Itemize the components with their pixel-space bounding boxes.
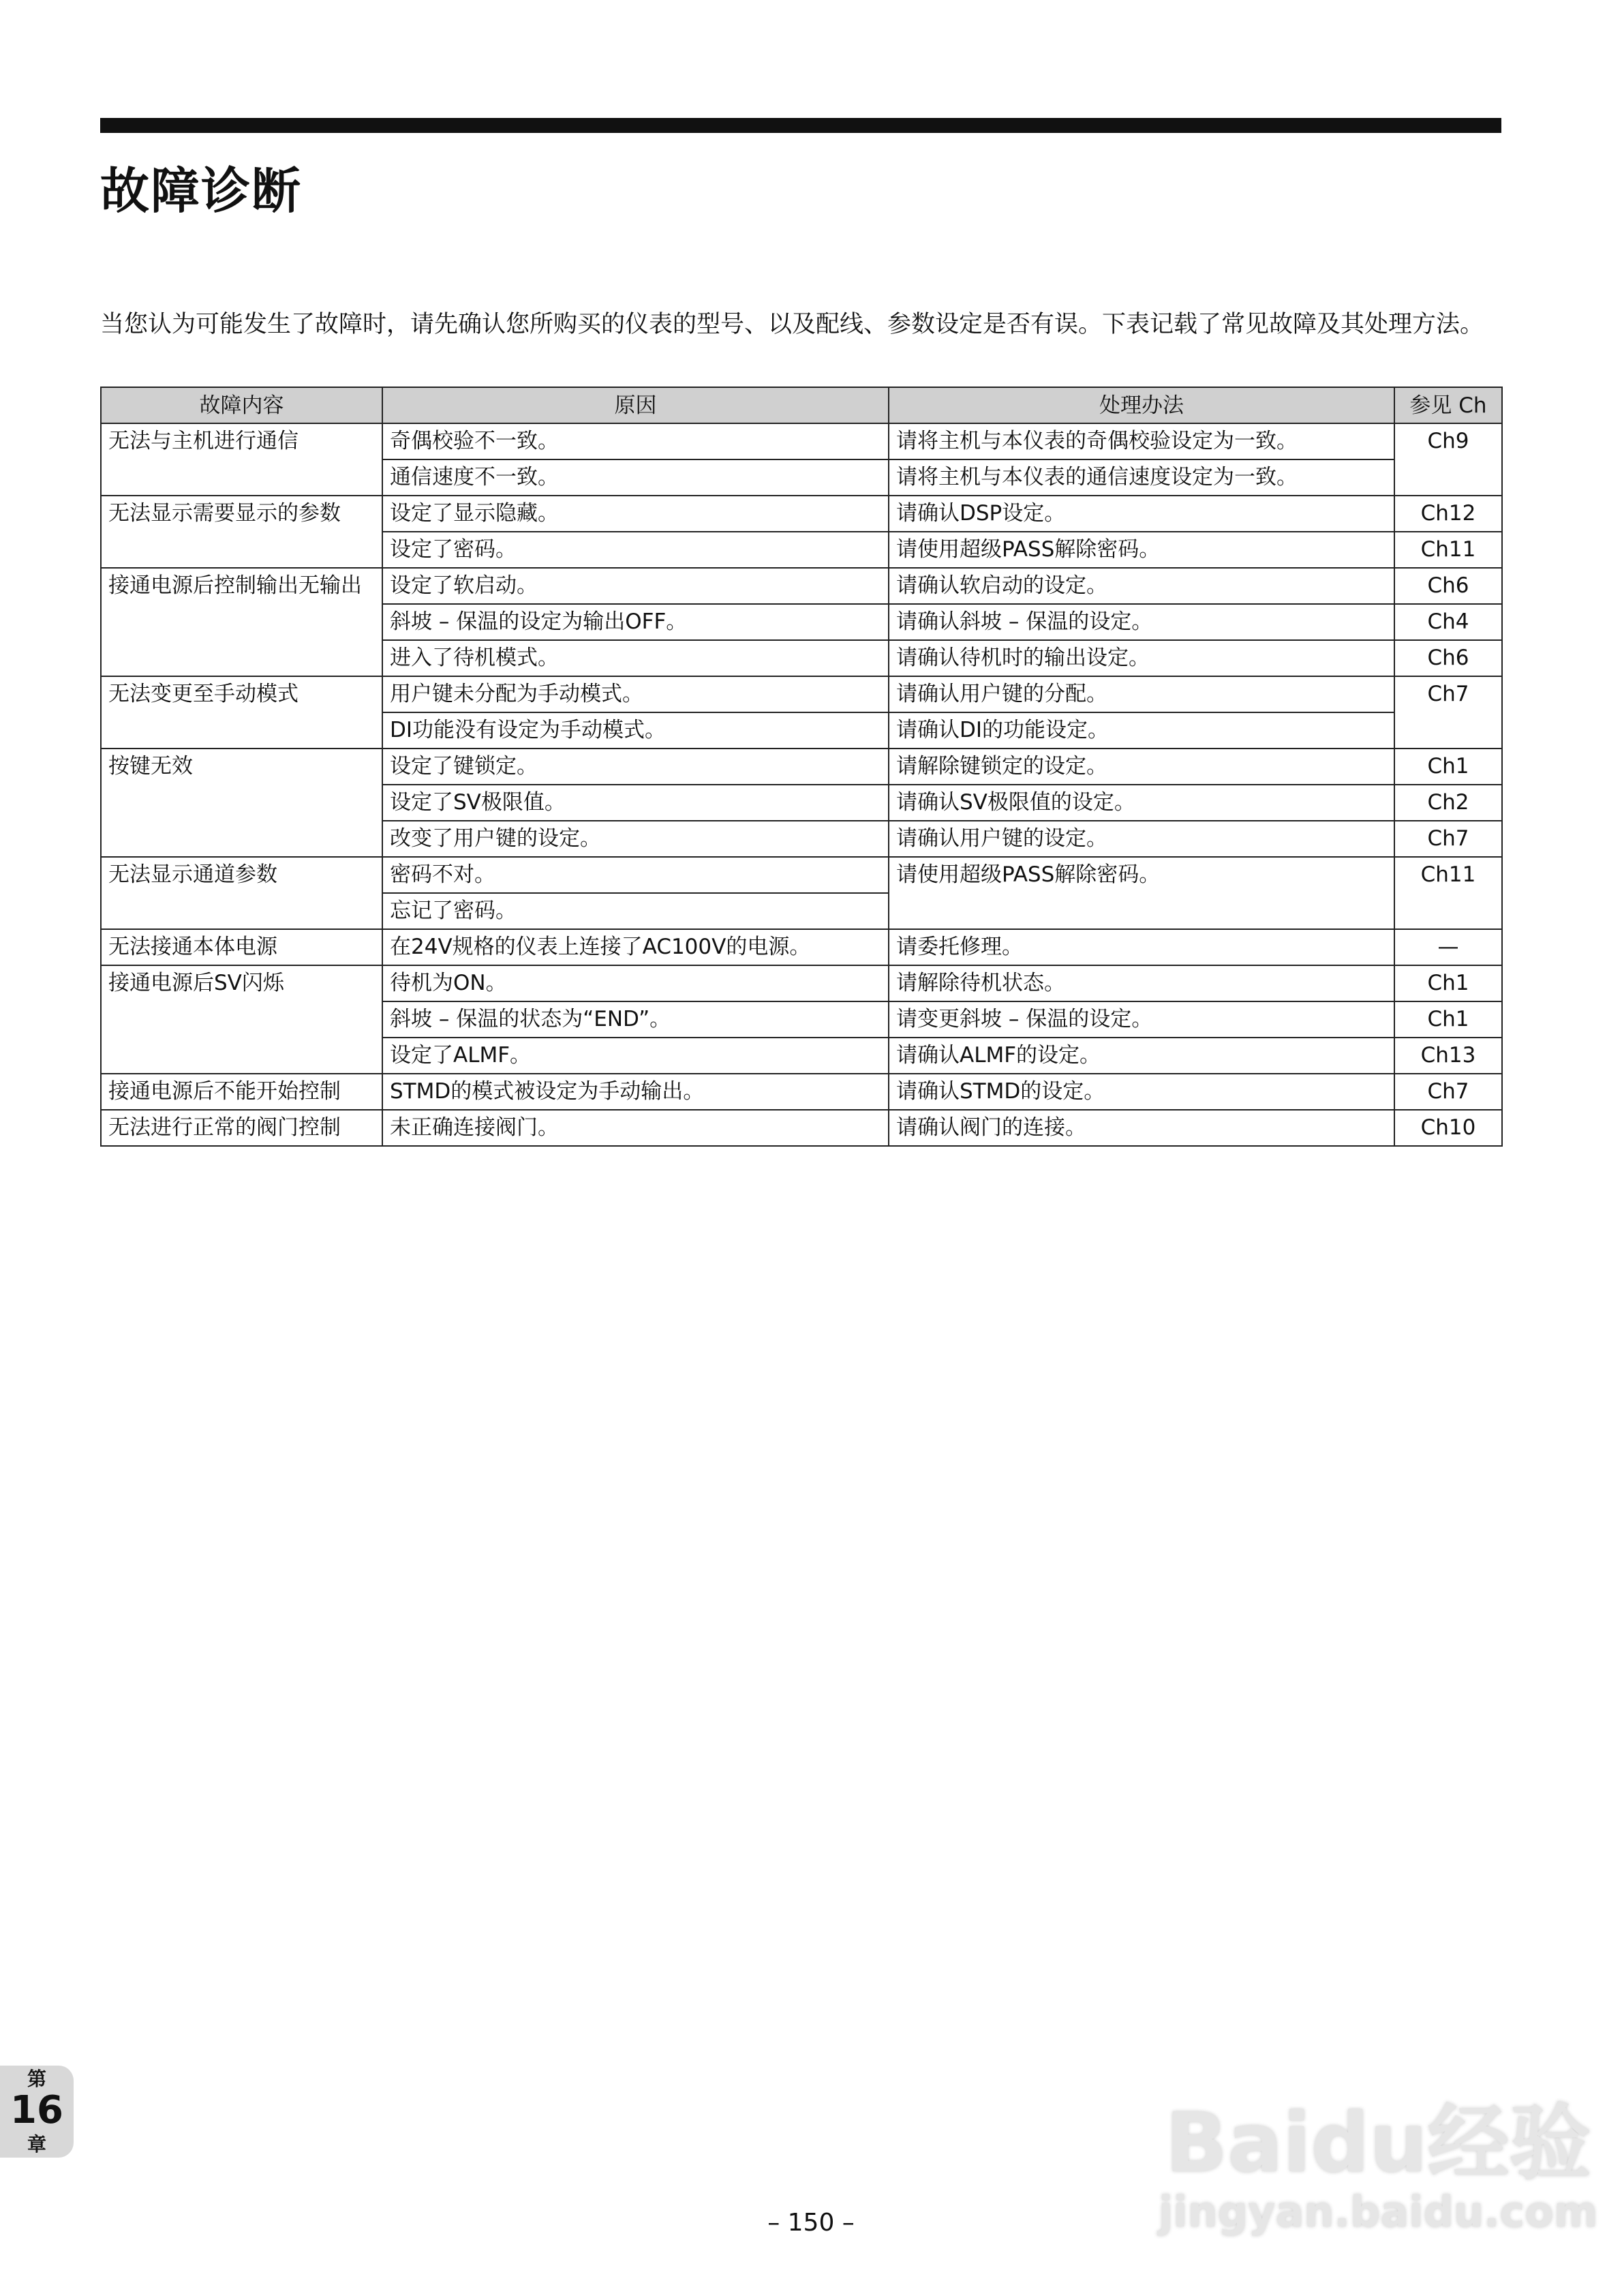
intro-paragraph: 当您认为可能发生了故障时，请先确认您所购买的仪表的型号、以及配线、参数设定是否有误。下表记载了常见故障及其处理方法。	[100, 311, 1484, 338]
reference-cell: Ch6	[1394, 640, 1502, 676]
chapter-prefix: 第	[27, 2068, 46, 2090]
remedy-cell: 请确认SV极限值的设定。	[889, 785, 1394, 821]
cause-cell: 设定了键锁定。	[382, 749, 889, 785]
reference-cell: Ch2	[1394, 785, 1502, 821]
cause-cell: 斜坡 – 保温的设定为输出OFF。	[382, 604, 889, 640]
reference-cell: Ch12	[1394, 496, 1502, 532]
baidu-watermark	[1159, 2096, 1598, 2237]
chapter-suffix: 章	[27, 2133, 46, 2156]
reference-cell: Ch9	[1394, 423, 1502, 496]
table-row	[101, 496, 1502, 532]
fault-cell: 接通电源后控制输出无输出	[101, 568, 382, 676]
cause-cell: 通信速度不一致。	[382, 459, 889, 496]
reference-cell: Ch11	[1394, 532, 1502, 568]
cause-cell: 设定了显示隐藏。	[382, 496, 889, 532]
remedy-cell: 请确认DI的功能设定。	[889, 712, 1394, 749]
table-header-row	[101, 387, 1502, 423]
watermark-logo-text: Baidu经验	[1165, 2096, 1591, 2191]
cause-cell: 改变了用户键的设定。	[382, 821, 889, 857]
fault-cell: 无法显示通道参数	[101, 857, 382, 929]
remedy-cell: 请确认STMD的设定。	[889, 1074, 1394, 1110]
table-row	[101, 676, 1502, 712]
remedy-cell: 请使用超级PASS解除密码。	[889, 857, 1394, 929]
troubleshooting-table	[100, 387, 1503, 1147]
reference-cell: Ch1	[1394, 1001, 1502, 1038]
cause-cell: 忘记了密码。	[382, 893, 889, 929]
cause-cell: 设定了ALMF。	[382, 1038, 889, 1074]
header-cause: 原因	[382, 387, 889, 423]
remedy-cell: 请确认阀门的连接。	[889, 1110, 1394, 1146]
cause-cell: 设定了软启动。	[382, 568, 889, 604]
remedy-cell: 请使用超级PASS解除密码。	[889, 532, 1394, 568]
reference-cell: Ch1	[1394, 749, 1502, 785]
fault-cell: 接通电源后SV闪烁	[101, 965, 382, 1074]
cause-cell: STMD的模式被设定为手动输出。	[382, 1074, 889, 1110]
table-row	[101, 568, 1502, 604]
reference-cell: Ch7	[1394, 821, 1502, 857]
remedy-cell: 请确认DSP设定。	[889, 496, 1394, 532]
watermark-url: jingyan.baidu.com	[1159, 2187, 1598, 2237]
reference-cell: Ch10	[1394, 1110, 1502, 1146]
remedy-cell: 请解除待机状态。	[889, 965, 1394, 1001]
remedy-cell: 请确认用户键的分配。	[889, 676, 1394, 712]
cause-cell: 奇偶校验不一致。	[382, 423, 889, 459]
remedy-cell: 请委托修理。	[889, 929, 1394, 965]
fault-cell: 无法接通本体电源	[101, 929, 382, 965]
header-remedy: 处理办法	[889, 387, 1394, 423]
fault-cell: 按键无效	[101, 749, 382, 857]
cause-cell: 在24V规格的仪表上连接了AC100V的电源。	[382, 929, 889, 965]
remedy-cell: 请解除键锁定的设定。	[889, 749, 1394, 785]
table-row	[101, 423, 1502, 459]
page-title: 故障诊断	[100, 162, 303, 220]
table-row	[101, 1110, 1502, 1146]
title-rule	[100, 118, 1501, 133]
remedy-cell: 请确认待机时的输出设定。	[889, 640, 1394, 676]
table-row	[101, 857, 1502, 893]
fault-cell: 无法与主机进行通信	[101, 423, 382, 496]
cause-cell: 进入了待机模式。	[382, 640, 889, 676]
remedy-cell: 请变更斜坡 – 保温的设定。	[889, 1001, 1394, 1038]
header-reference: 参见 Ch	[1394, 387, 1502, 423]
remedy-cell: 请将主机与本仪表的通信速度设定为一致。	[889, 459, 1394, 496]
reference-cell: Ch13	[1394, 1038, 1502, 1074]
table-row	[101, 965, 1502, 1001]
reference-cell: Ch7	[1394, 676, 1502, 749]
remedy-cell: 请确认ALMF的设定。	[889, 1038, 1394, 1074]
remedy-cell: 请确认斜坡 – 保温的设定。	[889, 604, 1394, 640]
remedy-cell: 请确认用户键的设定。	[889, 821, 1394, 857]
remedy-cell: 请确认软启动的设定。	[889, 568, 1394, 604]
reference-cell: Ch4	[1394, 604, 1502, 640]
fault-cell: 无法变更至手动模式	[101, 676, 382, 749]
cause-cell: 未正确连接阀门。	[382, 1110, 889, 1146]
reference-cell: Ch7	[1394, 1074, 1502, 1110]
fault-cell: 无法显示需要显示的参数	[101, 496, 382, 568]
cause-cell: 设定了SV极限值。	[382, 785, 889, 821]
cause-cell: DI功能没有设定为手动模式。	[382, 712, 889, 749]
cause-cell: 待机为ON。	[382, 965, 889, 1001]
cause-cell: 用户键未分配为手动模式。	[382, 676, 889, 712]
table-row	[101, 929, 1502, 965]
reference-cell: Ch11	[1394, 857, 1502, 929]
reference-cell: —	[1394, 929, 1502, 965]
fault-cell: 接通电源后不能开始控制	[101, 1074, 382, 1110]
reference-cell: Ch6	[1394, 568, 1502, 604]
table-row	[101, 749, 1502, 785]
remedy-cell: 请将主机与本仪表的奇偶校验设定为一致。	[889, 423, 1394, 459]
chapter-tab	[0, 2066, 74, 2158]
page-number: – 150 –	[767, 2209, 855, 2237]
header-fault: 故障内容	[101, 387, 382, 423]
cause-cell: 设定了密码。	[382, 532, 889, 568]
table-row	[101, 1074, 1502, 1110]
reference-cell: Ch1	[1394, 965, 1502, 1001]
chapter-number: 16	[10, 2088, 63, 2132]
cause-cell: 斜坡 – 保温的状态为“END”。	[382, 1001, 889, 1038]
fault-cell: 无法进行正常的阀门控制	[101, 1110, 382, 1146]
cause-cell: 密码不对。	[382, 857, 889, 893]
